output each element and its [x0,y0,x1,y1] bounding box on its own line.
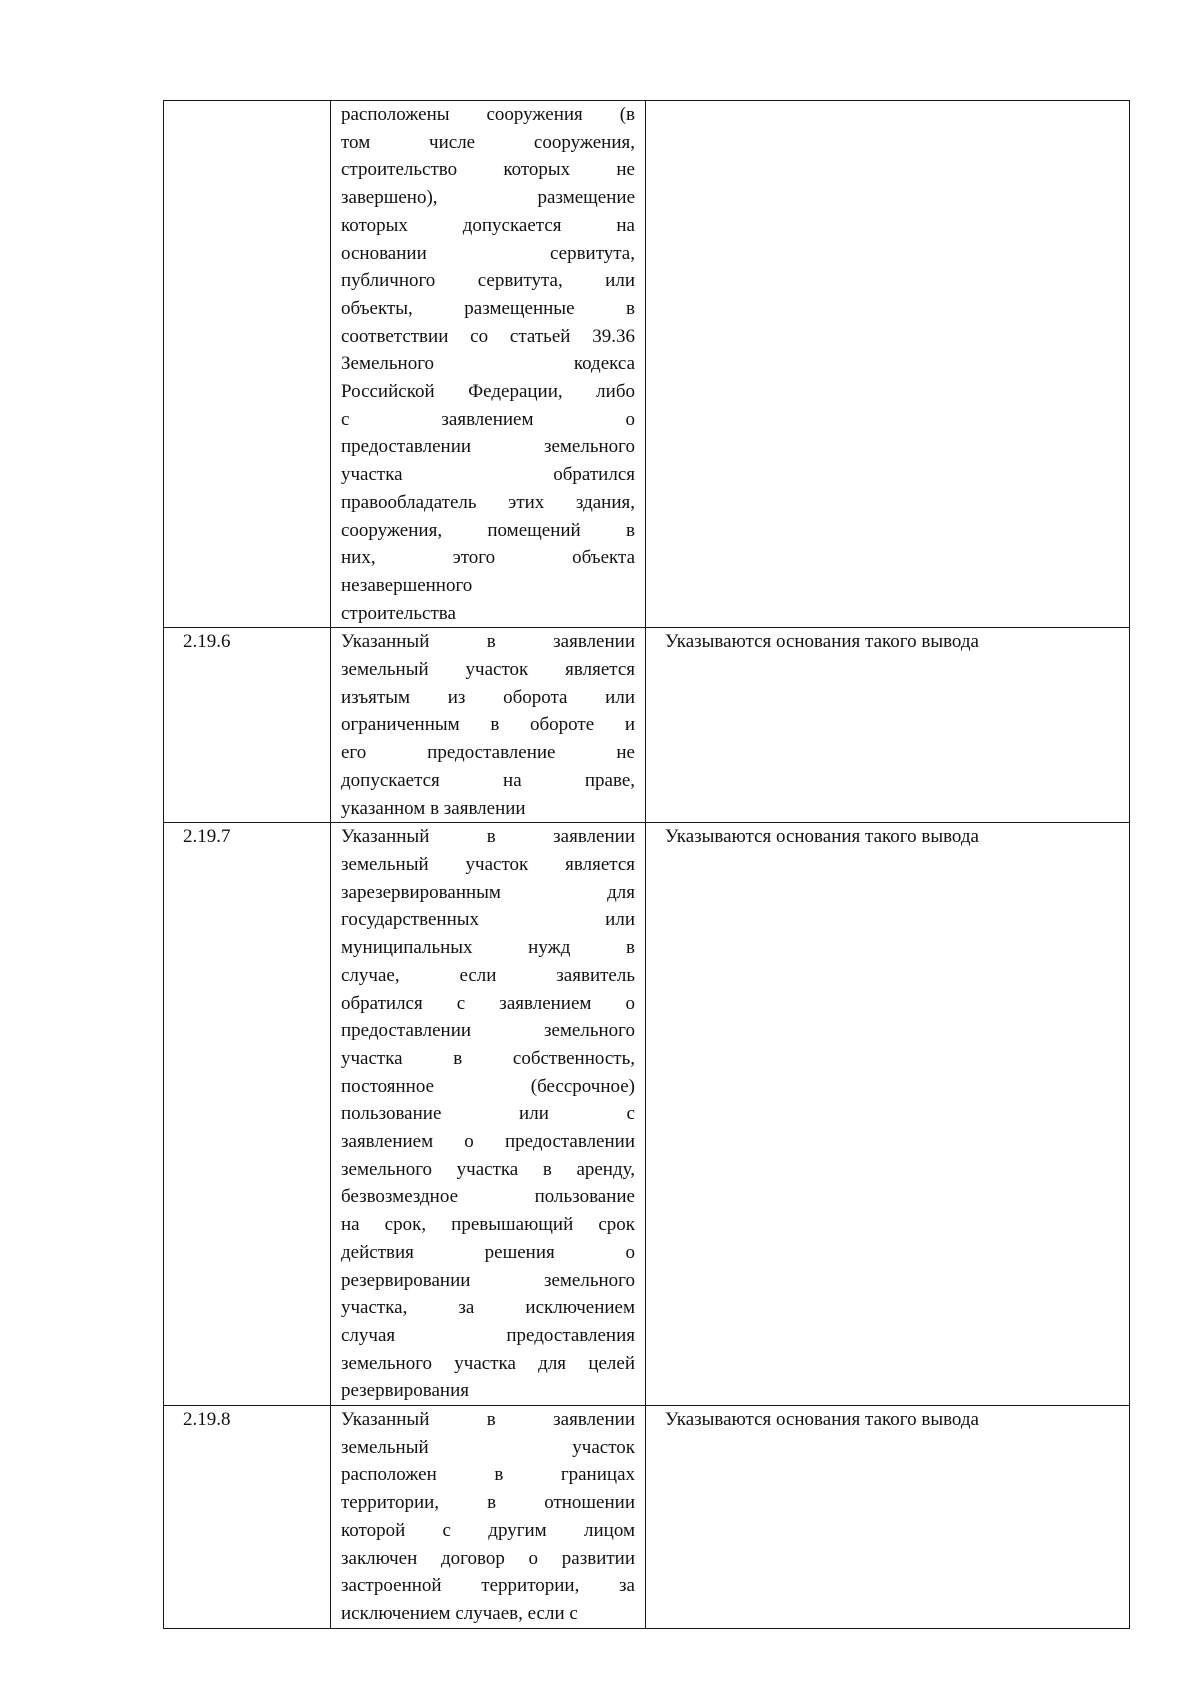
refusal-ground-cell [331,628,646,823]
refusal-ground-text-line: случая предоставления [341,1324,635,1346]
table-row [164,1406,1130,1629]
refusal-ground-text-line: постоянное (бессрочное) [341,1075,635,1097]
refusal-ground-text-line: предоставлении земельного [341,1020,635,1042]
refusal-ground-text-line: с заявлением о [341,408,635,430]
refusal-ground-text-line: строительство которых не [341,159,635,181]
refusal-ground-text-line: которой с другим лицом [341,1519,635,1541]
refusal-ground-text-line: Указанный в заявлении [341,1409,635,1431]
refusal-ground-text-line: строительства [341,602,456,624]
refusal-ground-text-line: заявлением о предоставлении [341,1131,635,1153]
refusal-ground-text-line: участка в собственность, [341,1047,635,1069]
refusal-ground-text-line: земельного участка для целей [341,1352,635,1374]
refusal-ground-text-line: застроенной территории, за [341,1575,635,1597]
clause-number-cell: 2.19.7 [164,823,331,1406]
refusal-ground-text-line: указанном в заявлении [341,797,526,819]
refusal-ground-cell [331,823,646,1406]
refusal-ground-text-line: объекты, размещенные в [341,297,635,319]
table-row [164,823,1130,1406]
table-row [164,101,1130,628]
refusal-ground-text-line: государственных или [341,909,635,931]
refusal-ground-text-line: том числе сооружения, [341,131,635,153]
refusal-explanation-cell: Указываются основания такого вывода [646,823,1130,1406]
refusal-ground-text-line: предоставлении земельного [341,436,635,458]
refusal-ground-text-line: случае, если заявитель [341,964,635,986]
refusal-ground-cell [331,1406,646,1629]
refusal-ground-text-line: участка обратился [341,464,635,486]
refusal-ground-text-line: территории, в отношении [341,1492,635,1514]
refusal-ground-text-line: безвозмездное пользование [341,1186,635,1208]
refusal-ground-text-line: участка, за исключением [341,1297,635,1319]
clause-number-cell: 2.19.8 [164,1406,331,1629]
refusal-ground-text-line: Российской Федерации, либо [341,381,635,403]
refusal-ground-text-line: пользование или с [341,1103,635,1125]
refusal-grounds-table [163,100,1130,1629]
refusal-ground-text-line: Указанный в заявлении [341,826,635,848]
refusal-ground-text-line: действия решения о [341,1241,635,1263]
refusal-ground-text-line: муниципальных нужд в [341,937,635,959]
refusal-ground-text-line: соответствии со статьей 39.36 [341,325,635,347]
refusal-ground-text-line: публичного сервитута, или [341,270,635,292]
refusal-ground-text-line: его предоставление не [341,742,635,764]
refusal-ground-cell [331,101,646,628]
refusal-ground-text-line: которых допускается на [341,214,635,236]
table-row [164,628,1130,823]
refusal-ground-text-line: обратился с заявлением о [341,992,635,1014]
refusal-ground-text-line: земельный участок является [341,659,635,681]
refusal-ground-text-line: основании сервитута, [341,242,635,264]
refusal-ground-text-line: сооружения, помещений в [341,519,635,541]
refusal-explanation-cell: Указываются основания такого вывода [646,1406,1130,1629]
refusal-ground-text-line: зарезервированным для [341,881,635,903]
refusal-ground-text-line: заключен договор о развитии [341,1547,635,1569]
refusal-ground-text-line: расположен в границах [341,1464,635,1486]
refusal-ground-text-line: резервирования [341,1380,469,1402]
refusal-explanation-cell: Указываются основания такого вывода [646,628,1130,823]
refusal-ground-text-line: резервировании земельного [341,1269,635,1291]
refusal-explanation-cell [646,101,1130,628]
refusal-ground-text-line: изъятым из оборота или [341,686,635,708]
refusal-ground-text-line: правообладатель этих здания, [341,491,635,513]
clause-number-cell [164,101,331,628]
refusal-ground-text-line: незавершенного [341,574,473,596]
refusal-ground-text-line: расположены сооружения (в [341,104,635,125]
refusal-ground-text-line: Земельного кодекса [341,353,635,375]
refusal-ground-text-line: земельного участка в аренду, [341,1158,635,1180]
table-body [164,101,1130,1629]
refusal-ground-text-line: исключением случаев, если с [341,1602,578,1624]
refusal-ground-text-line: завершено), размещение [341,187,635,209]
refusal-ground-text-line: земельный участок [341,1436,635,1458]
clause-number-cell: 2.19.6 [164,628,331,823]
refusal-ground-text-line: ограниченным в обороте и [341,714,635,736]
refusal-ground-text-line: на срок, превышающий срок [341,1214,635,1236]
refusal-ground-text-line: них, этого объекта [341,547,635,569]
refusal-ground-text-line: допускается на праве, [341,769,635,791]
refusal-ground-text-line: Указанный в заявлении [341,631,635,653]
refusal-ground-text-line: земельный участок является [341,853,635,875]
